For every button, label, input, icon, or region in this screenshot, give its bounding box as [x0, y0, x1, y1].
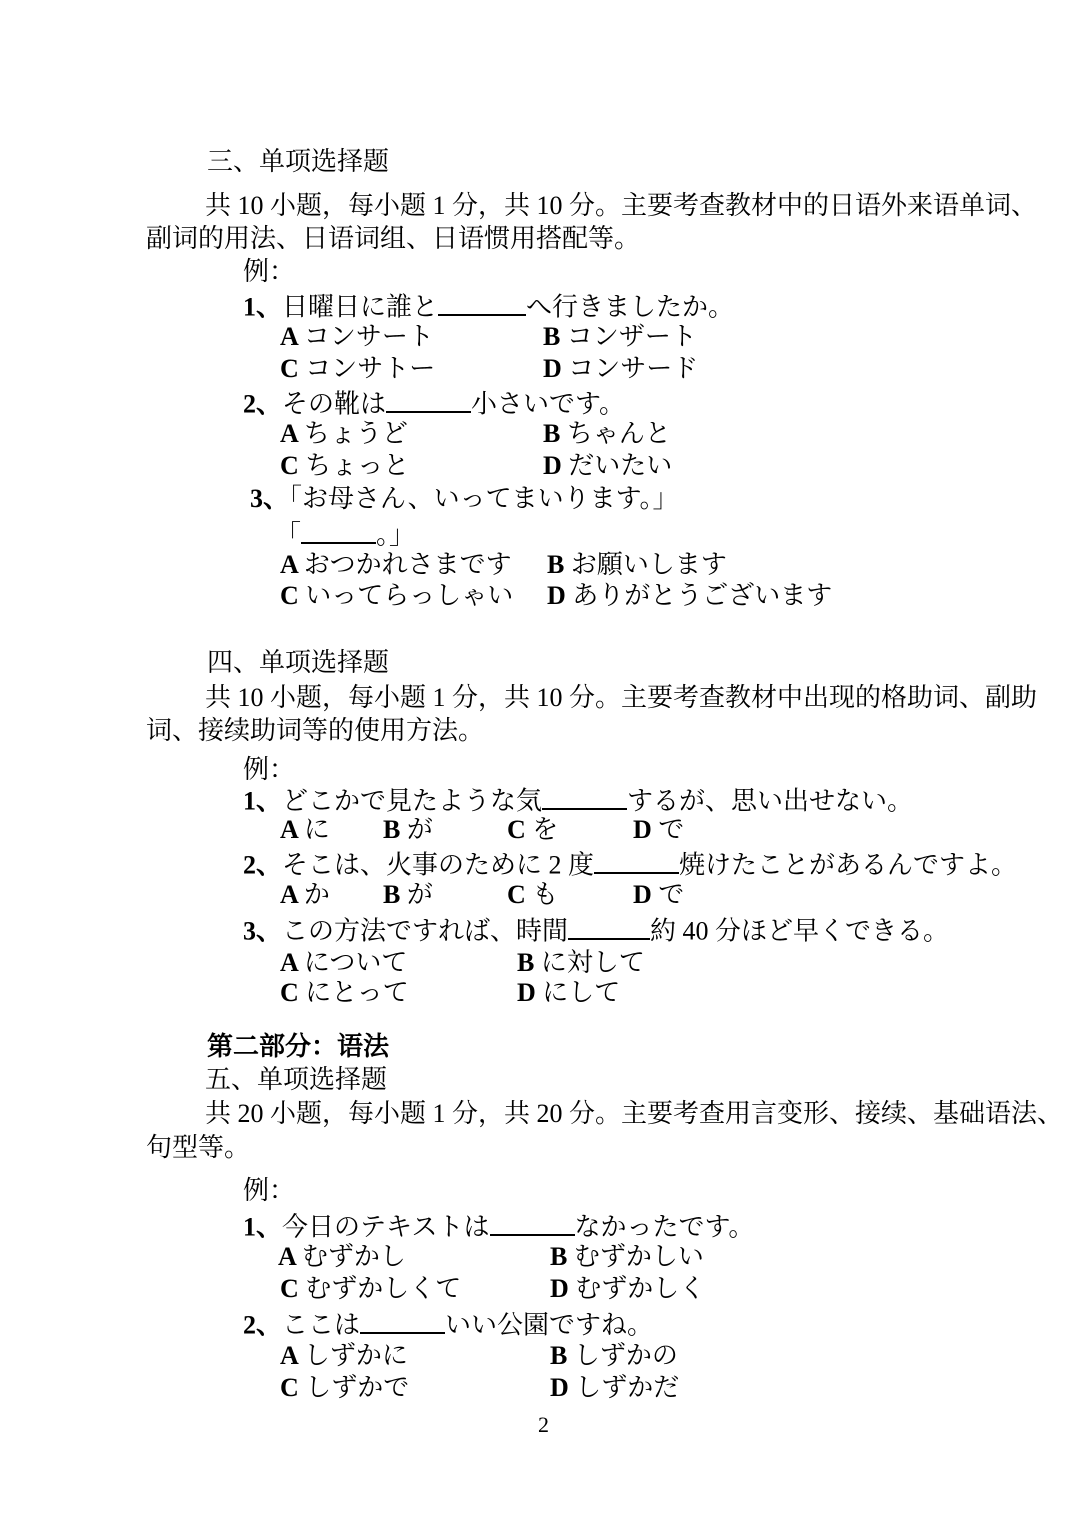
text-run: [543, 451, 672, 481]
text-run: [243, 755, 295, 785]
blank-underline: [386, 386, 471, 413]
s3-q1-options-ab: [0, 322, 1088, 356]
text: 例：: [243, 1176, 296, 1205]
bold-run: B: [517, 948, 541, 977]
text-run: [280, 1274, 461, 1304]
text: しずかの: [573, 1341, 678, 1370]
bold-run: 2、: [243, 389, 283, 419]
text: 小さいです。: [471, 389, 625, 419]
text: だいたい: [568, 451, 673, 480]
bold-run: A: [280, 948, 304, 977]
text: むずかしい: [573, 1242, 704, 1271]
s3-q3-options-ab: [0, 550, 1088, 584]
text: コンザート: [566, 322, 697, 351]
bold-run: 2、: [243, 1310, 283, 1340]
bold-run: 1、: [243, 292, 283, 322]
text: 句型等。: [146, 1133, 251, 1162]
text: この方法ですれば、時間: [282, 916, 569, 946]
text-run: [550, 1274, 705, 1304]
text: いい公園ですね。: [445, 1310, 654, 1340]
text-run: [543, 322, 697, 352]
s4-q3-options-cd: [0, 978, 1088, 1012]
part-2-heading: [0, 1032, 1088, 1066]
bold-run: C: [280, 1274, 306, 1303]
text-run: [205, 1065, 387, 1095]
section-3-desc-line-2: [0, 224, 1088, 258]
s5-q1: [0, 1209, 1088, 1243]
text: 例：: [243, 755, 296, 784]
text: 第二部分：语法: [207, 1032, 390, 1061]
text-run: [517, 948, 645, 978]
bold-run: D: [547, 581, 573, 610]
bold-run: A: [280, 322, 304, 351]
bold-run: A: [278, 1242, 302, 1271]
text: コンサトー: [305, 354, 436, 383]
text: で: [658, 880, 685, 909]
text: いってらっしゃい: [305, 581, 514, 610]
bold-run: B: [383, 880, 407, 909]
text: 副词的用法、日语词组、日语惯用搭配等。: [146, 224, 641, 253]
text: コンサート: [303, 322, 434, 351]
section-3-example-label: [0, 257, 1088, 291]
text-run: [146, 224, 640, 254]
section-4-desc-line-1: [0, 683, 1088, 717]
text-run: [383, 880, 433, 910]
text: 共 10 小题，每小题 1 分，共 10 分。主要考查教材中的日语外来语单词、: [205, 191, 1038, 220]
section-4-heading: [0, 648, 1088, 682]
text: も: [532, 880, 559, 909]
bold-run: B: [550, 1341, 574, 1370]
text-run: [278, 1242, 406, 1272]
text: を: [532, 815, 559, 844]
bold-run: A: [280, 419, 304, 448]
s4-q1: [0, 783, 1088, 817]
bold-run: 2、: [243, 850, 283, 880]
bold-run: D: [543, 354, 569, 383]
text: その靴は: [282, 389, 387, 419]
section-5-desc-line-1: [0, 1099, 1088, 1133]
blank-underline: [594, 847, 679, 874]
s5-q2-options-cd: [0, 1373, 1088, 1407]
s3-q2: [0, 386, 1088, 420]
text: 日曜日に誰と: [282, 292, 439, 322]
text: か: [303, 880, 330, 909]
text: へ行きましたか。: [526, 292, 735, 322]
text-run: [280, 1341, 408, 1371]
section-4-desc-line-2: [0, 716, 1088, 750]
text: なかったです。: [574, 1212, 755, 1242]
text-run: [205, 683, 1037, 713]
bold-run: C: [280, 451, 306, 480]
bold-run: C: [280, 354, 306, 383]
text: 例：: [243, 257, 296, 286]
bold-run: C: [507, 815, 533, 844]
blank-underline: [568, 913, 650, 940]
text: 焼けたことがあるんですよ。: [679, 850, 1018, 880]
text: どこかで見たような気: [282, 786, 543, 816]
text-run: [550, 1373, 679, 1403]
s3-q3-options-cd: [0, 581, 1088, 615]
text: ここは: [282, 1310, 361, 1340]
text: ちょうど: [303, 419, 408, 448]
s4-q2-options: [0, 880, 1088, 914]
text: 三、单项选择题: [207, 147, 390, 176]
blank-underline: [438, 289, 526, 316]
text: 五、单项选择题: [205, 1065, 388, 1094]
bold-run: 3、: [250, 484, 290, 513]
text-run: [633, 880, 684, 910]
text: おつかれさまです: [303, 550, 512, 579]
text-run: [243, 386, 625, 420]
text: ありがとうございます: [572, 581, 833, 610]
text: お願いします: [570, 550, 727, 579]
text-run: [280, 322, 434, 352]
bold-run: B: [383, 815, 407, 844]
bold-run: A: [280, 815, 304, 844]
blank-underline: [301, 517, 376, 544]
text-run: [243, 1307, 653, 1341]
text-run: [243, 913, 949, 947]
bold-run: D: [633, 880, 659, 909]
text-run: [205, 191, 1037, 221]
text: 「: [275, 520, 302, 550]
text-run: [146, 1133, 250, 1163]
text-run: [517, 978, 620, 1008]
section-5-example-label: [0, 1176, 1088, 1210]
text-run: [547, 550, 727, 580]
text: むずかしくて: [305, 1274, 462, 1303]
text: 共 10 小题，每小题 1 分，共 10 分。主要考查教材中出现的格助词、副助: [205, 683, 1038, 712]
text-run: [280, 1373, 409, 1403]
text: 今日のテキストは: [282, 1212, 490, 1242]
text: で: [658, 815, 685, 844]
text-run: [243, 783, 913, 817]
bold-run: C: [280, 581, 306, 610]
text-run: [543, 354, 698, 384]
text: ちゃんと: [566, 419, 671, 448]
text: むずかしく: [575, 1274, 706, 1303]
text: にとって: [305, 978, 409, 1007]
text: に対して: [540, 948, 645, 977]
text-run: [280, 815, 330, 845]
s5-q1-options-cd: [0, 1274, 1088, 1308]
text-run: [243, 1176, 295, 1206]
text: 。」: [376, 520, 416, 550]
bold-run: A: [280, 880, 304, 909]
text: にして: [542, 978, 621, 1007]
text: しずかに: [303, 1341, 408, 1370]
text-run: [543, 419, 671, 449]
s3-q3-blank-line: [0, 517, 1088, 551]
text-run: [243, 1209, 754, 1243]
text-run: [280, 451, 409, 481]
bold-run: A: [280, 1341, 304, 1370]
text-run: [280, 880, 330, 910]
text-run: [550, 1341, 678, 1371]
blank-underline: [360, 1307, 445, 1334]
text: 約 40 分ほど早くできる。: [650, 916, 950, 946]
blank-underline: [542, 783, 627, 810]
text-run: [550, 1242, 704, 1272]
bold-run: D: [517, 978, 543, 1007]
text-run: [275, 517, 415, 551]
text-run: [250, 484, 679, 514]
text-run: [205, 1099, 1063, 1129]
text: するが、思い出せない。: [627, 786, 914, 816]
text: に: [303, 815, 330, 844]
text-run: [146, 716, 484, 746]
section-3-desc-line-1: [0, 191, 1088, 225]
text-run: [207, 147, 389, 177]
bold-run: B: [543, 322, 567, 351]
s4-q3-options-ab: [0, 948, 1088, 982]
blank-underline: [490, 1209, 575, 1236]
text: 共 20 小题，每小题 1 分，共 20 分。主要考查用言变形、接续、基础语法、: [205, 1099, 1064, 1128]
section-5-desc-line-2: [0, 1133, 1088, 1167]
text: コンサード: [568, 354, 699, 383]
text: むずかし: [301, 1242, 406, 1271]
text: 「お母さん、いってまいります。」: [289, 484, 679, 513]
text-run: [243, 847, 1017, 881]
text-run: [547, 581, 832, 611]
bold-run: 1、: [243, 1212, 283, 1242]
bold-run: D: [633, 815, 659, 844]
bold-run: A: [280, 550, 304, 579]
bold-run: C: [280, 978, 306, 1007]
text-run: [507, 815, 558, 845]
text-run: [243, 257, 295, 287]
text: が: [406, 815, 433, 844]
s3-q1-options-cd: [0, 354, 1088, 388]
text: そこは、火事のために 2 度: [282, 850, 595, 880]
text: について: [303, 948, 408, 977]
bold-run: D: [550, 1274, 576, 1303]
text-run: [280, 354, 435, 384]
s4-q1-options: [0, 815, 1088, 849]
bold-run: B: [543, 419, 567, 448]
text-run: [243, 289, 734, 323]
bold-run: D: [550, 1373, 576, 1402]
text: 词、接续助词等的使用方法。: [146, 716, 485, 745]
bold-run: C: [507, 880, 533, 909]
s3-q3: [0, 484, 1088, 518]
text-run: [383, 815, 433, 845]
s5-q1-options-ab: [0, 1242, 1088, 1276]
text-run: [207, 648, 389, 678]
text-run: [280, 948, 407, 978]
text-run: [507, 880, 558, 910]
bold-run: B: [550, 1242, 574, 1271]
bold-run: 1、: [243, 786, 283, 816]
s5-q2: [0, 1307, 1088, 1341]
s3-q2-options-ab: [0, 419, 1088, 453]
s3-q1: [0, 289, 1088, 323]
bold-run: C: [280, 1373, 306, 1402]
text-run: [280, 419, 408, 449]
text-run: [280, 550, 512, 580]
bold-run: B: [547, 550, 571, 579]
text-run: [280, 978, 409, 1008]
text-run: [633, 815, 684, 845]
text: ちょっと: [305, 451, 410, 480]
text-run: [207, 1032, 389, 1062]
bold-run: D: [543, 451, 569, 480]
text: しずかだ: [575, 1373, 680, 1402]
s4-q2: [0, 847, 1088, 881]
text: 四、单项选择题: [207, 648, 390, 677]
s5-q2-options-ab: [0, 1341, 1088, 1375]
bold-run: 3、: [243, 916, 283, 946]
section-3-heading: [0, 147, 1088, 181]
text-run: [280, 581, 513, 611]
page-number: 2: [538, 1412, 549, 1437]
text: しずかで: [305, 1373, 410, 1402]
s4-q3: [0, 913, 1088, 947]
text: が: [406, 880, 433, 909]
section-5-heading: [0, 1065, 1088, 1099]
s3-q2-options-cd: [0, 451, 1088, 485]
